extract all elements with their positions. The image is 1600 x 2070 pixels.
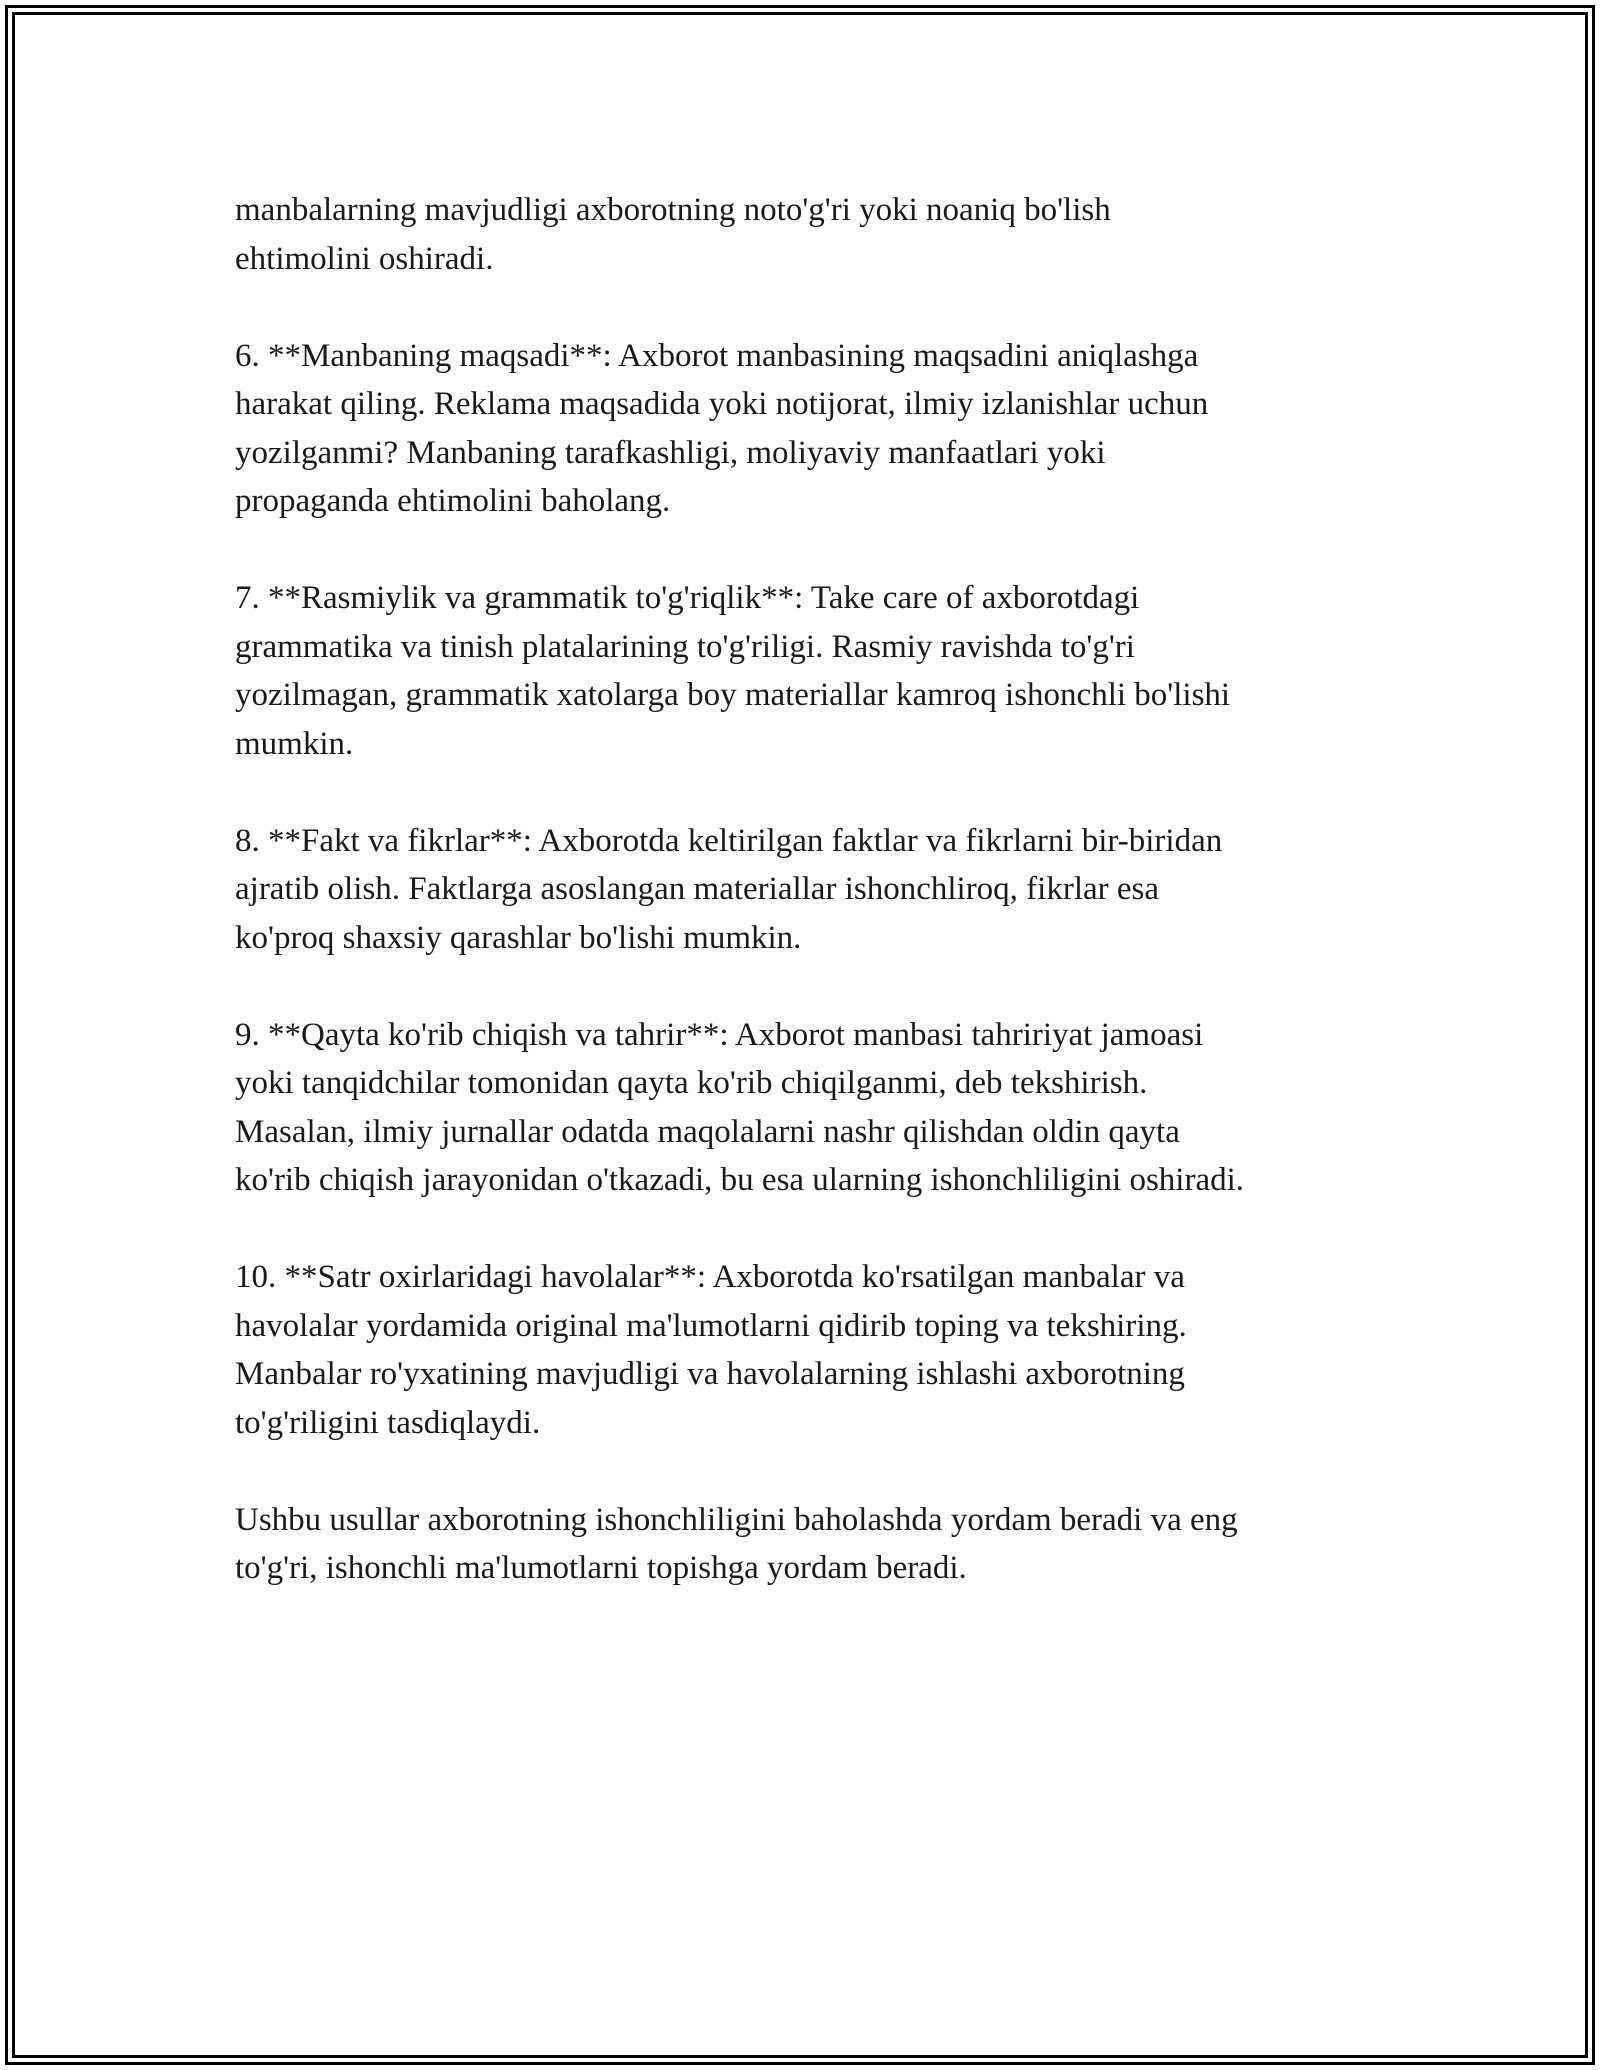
paragraph-item-10: 10. **Satr oxirlaridagi havolalar**: Axborotda ko'rsatilgan manbalar va havolalar yordamida original ma'lumotlarni qidirib toping va tekshiring. Manbalar ro'yxatining mavjudligi va havolalarning ishlashi axborotning to'g'riligini tasdiqlaydi. <box>235 1259 1187 1441</box>
document-body <box>235 186 1385 1593</box>
paragraph-item-8: 8. **Fakt va fikrlar**: Axborotda keltirilgan faktlar va fikrlarni bir-biridan ajratib olish. Faktlarga asoslangan materiallar ishonchliroq, fikrlar esa ko'proq shaxsiy qarashlar bo'lishi mumkin. <box>235 822 1223 956</box>
paragraph-item-6: 6. **Manbaning maqsadi**: Axborot manbasining maqsadini aniqlashga harakat qiling. Reklama maqsadida yoki notijorat, ilmiy izlanishlar uchun yozilganmi? Manbaning tarafkashligi, moliyaviy manfaatlari yoki propaganda ehtimolini baholang. <box>235 337 1209 519</box>
paragraph-item-9: 9. **Qayta ko'rib chiqish va tahrir**: Axborot manbasi tahririyat jamoasi yoki tanqidchilar tomonidan qayta ko'rib chiqilganmi, deb tekshirish. Masalan, ilmiy jurnallar odatda maqolalarni nashr qilishdan oldin qayta ko'rib chiqish jarayonidan o'tkazadi, bu esa ularning ishonchliligini oshiradi. <box>235 1016 1245 1198</box>
paragraph-conclusion: Ushbu usullar axborotning ishonchliligini baholashda yordam beradi va eng to'g'ri, ishonchli ma'lumotlarni topishga yordam beradi. <box>235 1501 1238 1586</box>
paragraph-continuation: manbalarning mavjudligi axborotning noto'g'ri yoki noaniq bo'lish ehtimolini oshiradi. <box>235 192 1111 277</box>
paragraph-item-7: 7. **Rasmiylik va grammatik to'g'riqlik**: Take care of axborotdagi grammatika va tinish platalarining to'g'riligi. Rasmiy ravishda to'g'ri yozilmagan, grammatik xatolarga boy materiallar kamroq ishonchli bo'lishi mumkin. <box>235 580 1231 762</box>
